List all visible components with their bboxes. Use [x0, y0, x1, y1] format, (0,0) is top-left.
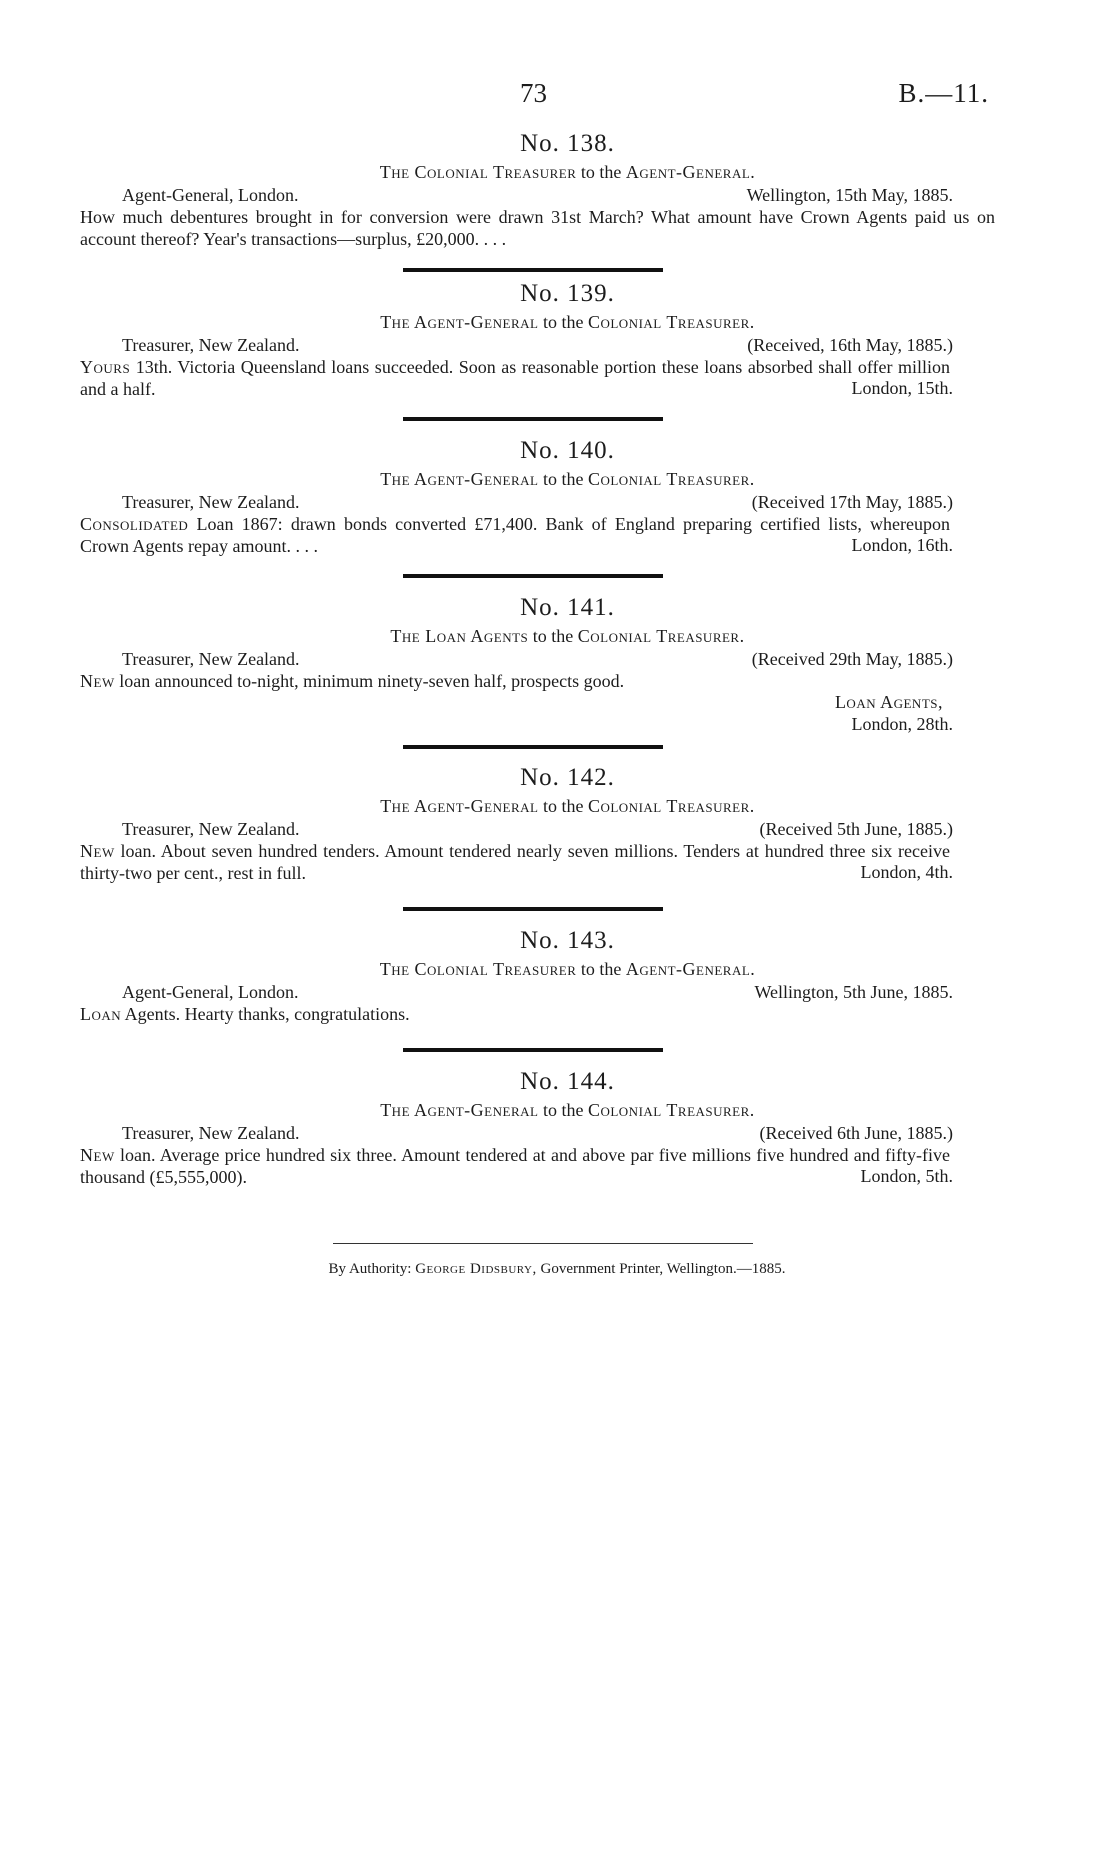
entry-139: [80, 278, 995, 400]
signoff-place: London, 15th.: [851, 378, 953, 398]
entry-number: No. 144.: [520, 1068, 615, 1095]
imprint-text: By Authority: George Didsbury, Government Printer, Wellington.—1885.: [328, 1261, 786, 1277]
entry-number: No. 138.: [520, 130, 615, 157]
divider-rule: [403, 417, 663, 421]
footer-rule: [333, 1243, 753, 1244]
signoff-name: Loan Agents,: [834, 692, 943, 712]
place-date: Wellington, 15th May, 1885.: [746, 185, 953, 205]
entry-heading: The Colonial Treasurer to the Agent-General.: [379, 959, 756, 979]
entry-heading: The Agent-General to the Colonial Treasurer.: [380, 796, 755, 816]
message-body: New loan. About seven hundred tenders. Amount tendered nearly seven millions. Tenders at hundred three six receive thirty-two per cent., rest in full.: [80, 841, 950, 883]
address-line: [80, 818, 995, 840]
received-date: (Received 5th June, 1885.): [759, 819, 953, 839]
entry-number: No. 139.: [520, 280, 615, 307]
addressee: Treasurer, New Zealand.: [122, 1123, 300, 1143]
address-line: [80, 334, 995, 356]
addressee: Treasurer, New Zealand.: [122, 335, 300, 355]
received-date: (Received, 16th May, 1885.): [747, 335, 953, 355]
address-line: [80, 184, 995, 206]
entry-140: [80, 435, 995, 557]
divider-rule: [403, 268, 663, 272]
message-body: Consolidated Loan 1867: drawn bonds converted £71,400. Bank of England preparing certified lists, whereupon Crown Agents repay amount. . . .: [80, 514, 950, 556]
message-body: New loan. Average price hundred six three. Amount tendered at and above par five millions five hundred and fifty-five thousand (£5,555,000).: [80, 1145, 950, 1187]
place-date: Wellington, 5th June, 1885.: [754, 982, 953, 1002]
document-reference: B.—11.: [898, 78, 989, 108]
entry-number: No. 143.: [520, 927, 615, 954]
entry-144: [80, 1066, 995, 1188]
divider-rule: [403, 574, 663, 578]
entry-number: No. 142.: [520, 764, 615, 791]
addressee: Treasurer, New Zealand.: [122, 492, 300, 512]
entry-heading: The Agent-General to the Colonial Treasurer.: [380, 1100, 755, 1120]
entry-143: [80, 925, 995, 1025]
entry-number: No. 140.: [520, 437, 615, 464]
entry-141: [80, 592, 995, 734]
entry-heading: The Loan Agents to the Colonial Treasurer.: [390, 626, 745, 646]
divider-rule: [403, 745, 663, 749]
received-date: (Received 6th June, 1885.): [759, 1123, 953, 1143]
entry-138: [80, 128, 995, 250]
divider-rule: [403, 907, 663, 911]
entry-heading: The Agent-General to the Colonial Treasurer.: [380, 312, 755, 332]
entry-142: [80, 762, 995, 884]
address-line: [80, 648, 995, 670]
signoff-place: London, 28th.: [851, 714, 953, 734]
message-body: Yours 13th. Victoria Queensland loans succeeded. Soon as reasonable portion these loans absorbed shall offer million and a half.: [80, 357, 950, 399]
signoff-place: London, 4th.: [860, 862, 953, 882]
page-number: 73: [520, 78, 547, 108]
message-body: New loan announced to-night, minimum ninety-seven half, prospects good.: [80, 671, 625, 691]
signoff-place: London, 16th.: [851, 535, 953, 555]
address-line: [80, 981, 995, 1003]
addressee: Treasurer, New Zealand.: [122, 649, 300, 669]
address-line: [80, 1122, 995, 1144]
received-date: (Received 29th May, 1885.): [751, 649, 953, 669]
entry-heading: The Agent-General to the Colonial Treasurer.: [380, 469, 755, 489]
received-date: (Received 17th May, 1885.): [751, 492, 953, 512]
entry-heading: The Colonial Treasurer to the Agent-General.: [379, 162, 756, 182]
message-body: How much debentures brought in for conversion were drawn 31st March? What amount have Crown Agents paid us on account thereof? Year's transactions—surplus, £20,000. . . .: [80, 207, 995, 249]
entry-number: No. 141.: [520, 594, 615, 621]
addressee: Treasurer, New Zealand.: [122, 819, 300, 839]
addressee: Agent-General, London.: [122, 185, 299, 205]
signoff-place: London, 5th.: [860, 1166, 953, 1186]
page-header: [0, 78, 1114, 118]
message-body: Loan Agents. Hearty thanks, congratulations.: [80, 1004, 410, 1024]
addressee: Agent-General, London.: [122, 982, 299, 1002]
divider-rule: [403, 1048, 663, 1052]
address-line: [80, 491, 995, 513]
